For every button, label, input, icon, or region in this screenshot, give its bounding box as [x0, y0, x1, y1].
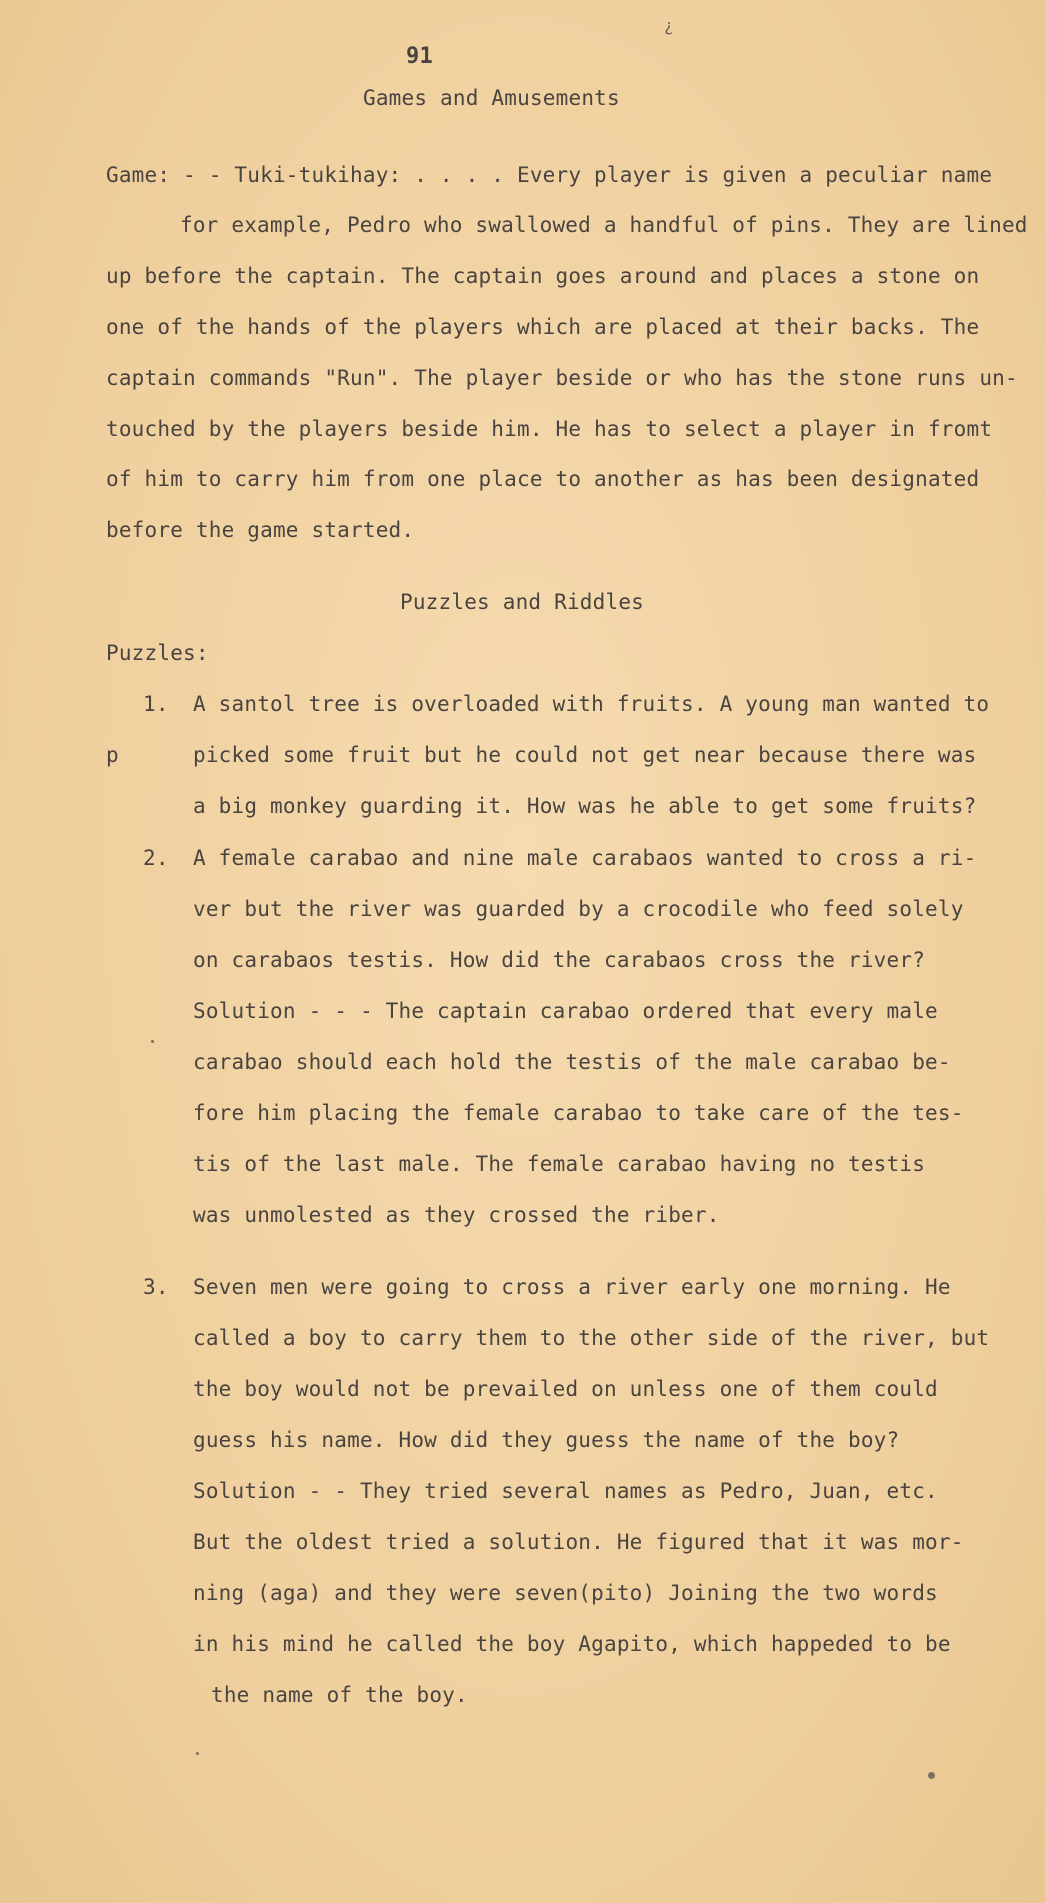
puzzle-line: Solution - - They tried several names as Pedro, Juan, etc.	[193, 1479, 938, 1503]
puzzle-line: tis of the last male. The female carabao having no testis	[193, 1152, 926, 1176]
page-heading: Games and Amusements	[363, 86, 620, 110]
game-line: for example, Pedro who swallowed a handful of pins. They are lined	[180, 213, 1028, 237]
puzzle-line: was unmolested as they crossed the riber.	[193, 1203, 720, 1227]
puzzle-line: Solution - - - The captain carabao ordered that every male	[193, 999, 938, 1023]
puzzle-line: called a boy to carry them to the other side of the river, but	[193, 1326, 990, 1350]
puzzle-number: 2.	[143, 846, 169, 870]
ink-speck	[928, 1772, 935, 1779]
section-title: Puzzles and Riddles	[400, 590, 645, 614]
puzzle-number: 3.	[143, 1275, 169, 1299]
puzzle-line: ver but the river was guarded by a crocodile who feed solely	[193, 897, 964, 921]
game-line: one of the hands of the players which are placed at their backs. The	[106, 315, 980, 339]
game-line: Game: - - Tuki-tukihay: . . . . Every player is given a peculiar name	[106, 163, 993, 187]
margin-note: p	[106, 743, 119, 767]
ink-speck	[196, 1752, 199, 1755]
corner-mark: ¿	[664, 16, 674, 35]
puzzle-line: carabao should each hold the testis of the male carabao be-	[193, 1050, 951, 1074]
puzzle-line: on carabaos testis. How did the carabaos cross the river?	[193, 948, 926, 972]
puzzle-line: ning (aga) and they were seven(pito) Joining the two words	[193, 1581, 938, 1605]
game-line: of him to carry him from one place to another as has been designated	[106, 467, 980, 491]
ink-speck	[151, 1040, 154, 1043]
puzzle-line: the name of the boy.	[211, 1683, 468, 1707]
puzzle-line: fore him placing the female carabao to take care of the tes-	[193, 1101, 964, 1125]
puzzle-line: But the oldest tried a solution. He figured that it was mor-	[193, 1530, 964, 1554]
puzzle-line: in his mind he called the boy Agapito, which happeded to be	[193, 1632, 951, 1656]
puzzle-line: guess his name. How did they guess the name of the boy?	[193, 1428, 900, 1452]
game-line: up before the captain. The captain goes around and places a stone on	[106, 264, 980, 288]
puzzle-line: a big monkey guarding it. How was he able to get some fruits?	[193, 794, 977, 818]
puzzle-line: A santol tree is overloaded with fruits. A young man wanted to	[193, 692, 990, 716]
puzzle-line: Seven men were going to cross a river early one morning. He	[193, 1275, 951, 1299]
puzzles-label: Puzzles:	[106, 641, 209, 665]
page-number: 91	[406, 44, 433, 69]
puzzle-number: 1.	[143, 692, 169, 716]
game-line: before the game started.	[106, 518, 415, 542]
puzzle-line: picked some fruit but he could not get near because there was	[193, 743, 977, 767]
puzzle-line: A female carabao and nine male carabaos wanted to cross a ri-	[193, 846, 977, 870]
puzzle-line: the boy would not be prevailed on unless one of them could	[193, 1377, 938, 1401]
game-line: touched by the players beside him. He has to select a player in fromt	[106, 417, 993, 441]
game-line: captain commands "Run". The player beside or who has the stone runs un-	[106, 366, 1018, 390]
